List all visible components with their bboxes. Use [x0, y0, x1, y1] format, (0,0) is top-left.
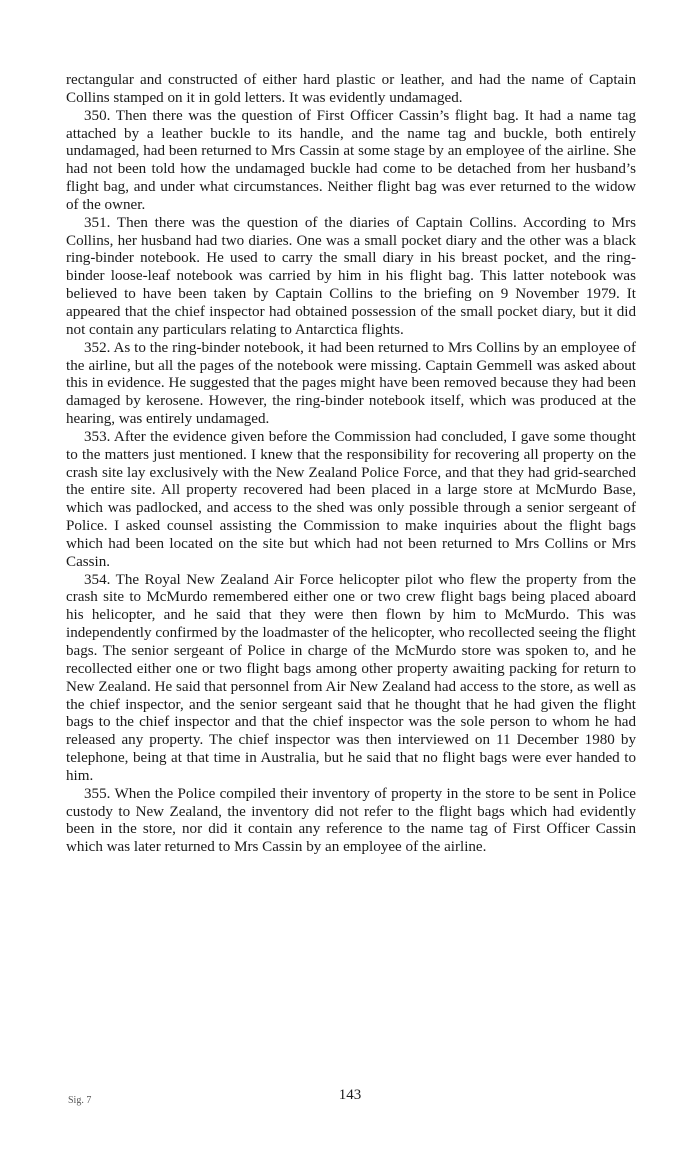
paragraph-355: 355. When the Police compiled their inventory of property in the store to be sent in Police custody to New Zealand, the inventory did not refer to the flight bags which had evidently been in the store, nor did it contain any reference to the name tag of First Officer Cassin which was later returned to Mrs Cassin by an employee of the airline. — [66, 785, 636, 856]
paragraph-350: 350. Then there was the question of First Officer Cassin’s flight bag. It had a name tag attached by a leather buckle to its handle, and the name tag and buckle, both entirely undamaged, had been returned to Mrs Cassin at some stage by an employee of the airline. She had not been told how the undamaged buckle had come to be detached from her husband’s flight bag, and under what circumstances. Neither flight bag was ever returned to the widow of the owner. — [66, 107, 636, 213]
paragraph-354: 354. The Royal New Zealand Air Force helicopter pilot who flew the property from the crash site to McMurdo remembered either one or two crew flight bags being placed aboard his helicopter, and he said that they were then flown by him to McMurdo. This was independently confirmed by the loadmaster of the helicopter, who recollected seeing the flight bags. The senior sergeant of Police in charge of the McMurdo store was spoken to, and he recollected either one or two flight bags among other property awaiting packing for return to New Zealand. He said that personnel from Air New Zealand had access to the store, as well as the chief inspector, and the senior sergeant said that he thought that he had given the flight bags to the chief inspector and that the chief inspector was the sole person to whom he had released any property. The chief inspector was then interviewed on 11 December 1980 by telephone, being at that time in Australia, but he said that no flight bags were ever handed to him. — [66, 571, 636, 784]
page-footer — [0, 1087, 700, 1111]
paragraph-351: 351. Then there was the question of the diaries of Captain Collins. According to Mrs Collins, her husband had two diaries. One was a small pocket diary and the other was a black ring-binder notebook. He used to carry the small diary in his breast pocket, and the ring-binder loose-leaf notebook was carried by him in his flight bag. This latter notebook was believed to have been taken by Captain Collins to the briefing on 9 November 1979. It appeared that the chief inspector had obtained possession of the small pocket diary, but it did not contain any particulars relating to Antarctica flights. — [66, 214, 636, 338]
document-body — [66, 72, 636, 857]
signature-mark: Sig. 7 — [68, 1095, 92, 1106]
paragraph-353: 353. After the evidence given before the Commission had concluded, I gave some thought to the matters just mentioned. I knew that the responsibility for recovering all property on the crash site lay exclusively with the New Zealand Police Force, and that they had grid-searched the entire site. All property recovered had been placed in a large store at McMurdo Base, which was padlocked, and access to the shed was only possible through a senior sergeant of Police. I asked counsel assisting the Commission to make inquiries about the flight bags which had been located on the site but which had not been returned to Mrs Collins or Mrs Cassin. — [66, 428, 636, 570]
paragraph-352: 352. As to the ring-binder notebook, it had been returned to Mrs Collins by an employee of the airline, but all the pages of the notebook were missing. Captain Gemmell was asked about this in evidence. He suggested that the pages might have been removed because they had been damaged by kerosene. However, the ring-binder notebook itself, which was produced at the hearing, was entirely undamaged. — [66, 339, 636, 428]
paragraph-continuation: rectangular and constructed of either hard plastic or leather, and had the name of Captain Collins stamped on it in gold letters. It was evidently undamaged. — [66, 72, 636, 106]
page-number: 143 — [338, 1087, 362, 1103]
